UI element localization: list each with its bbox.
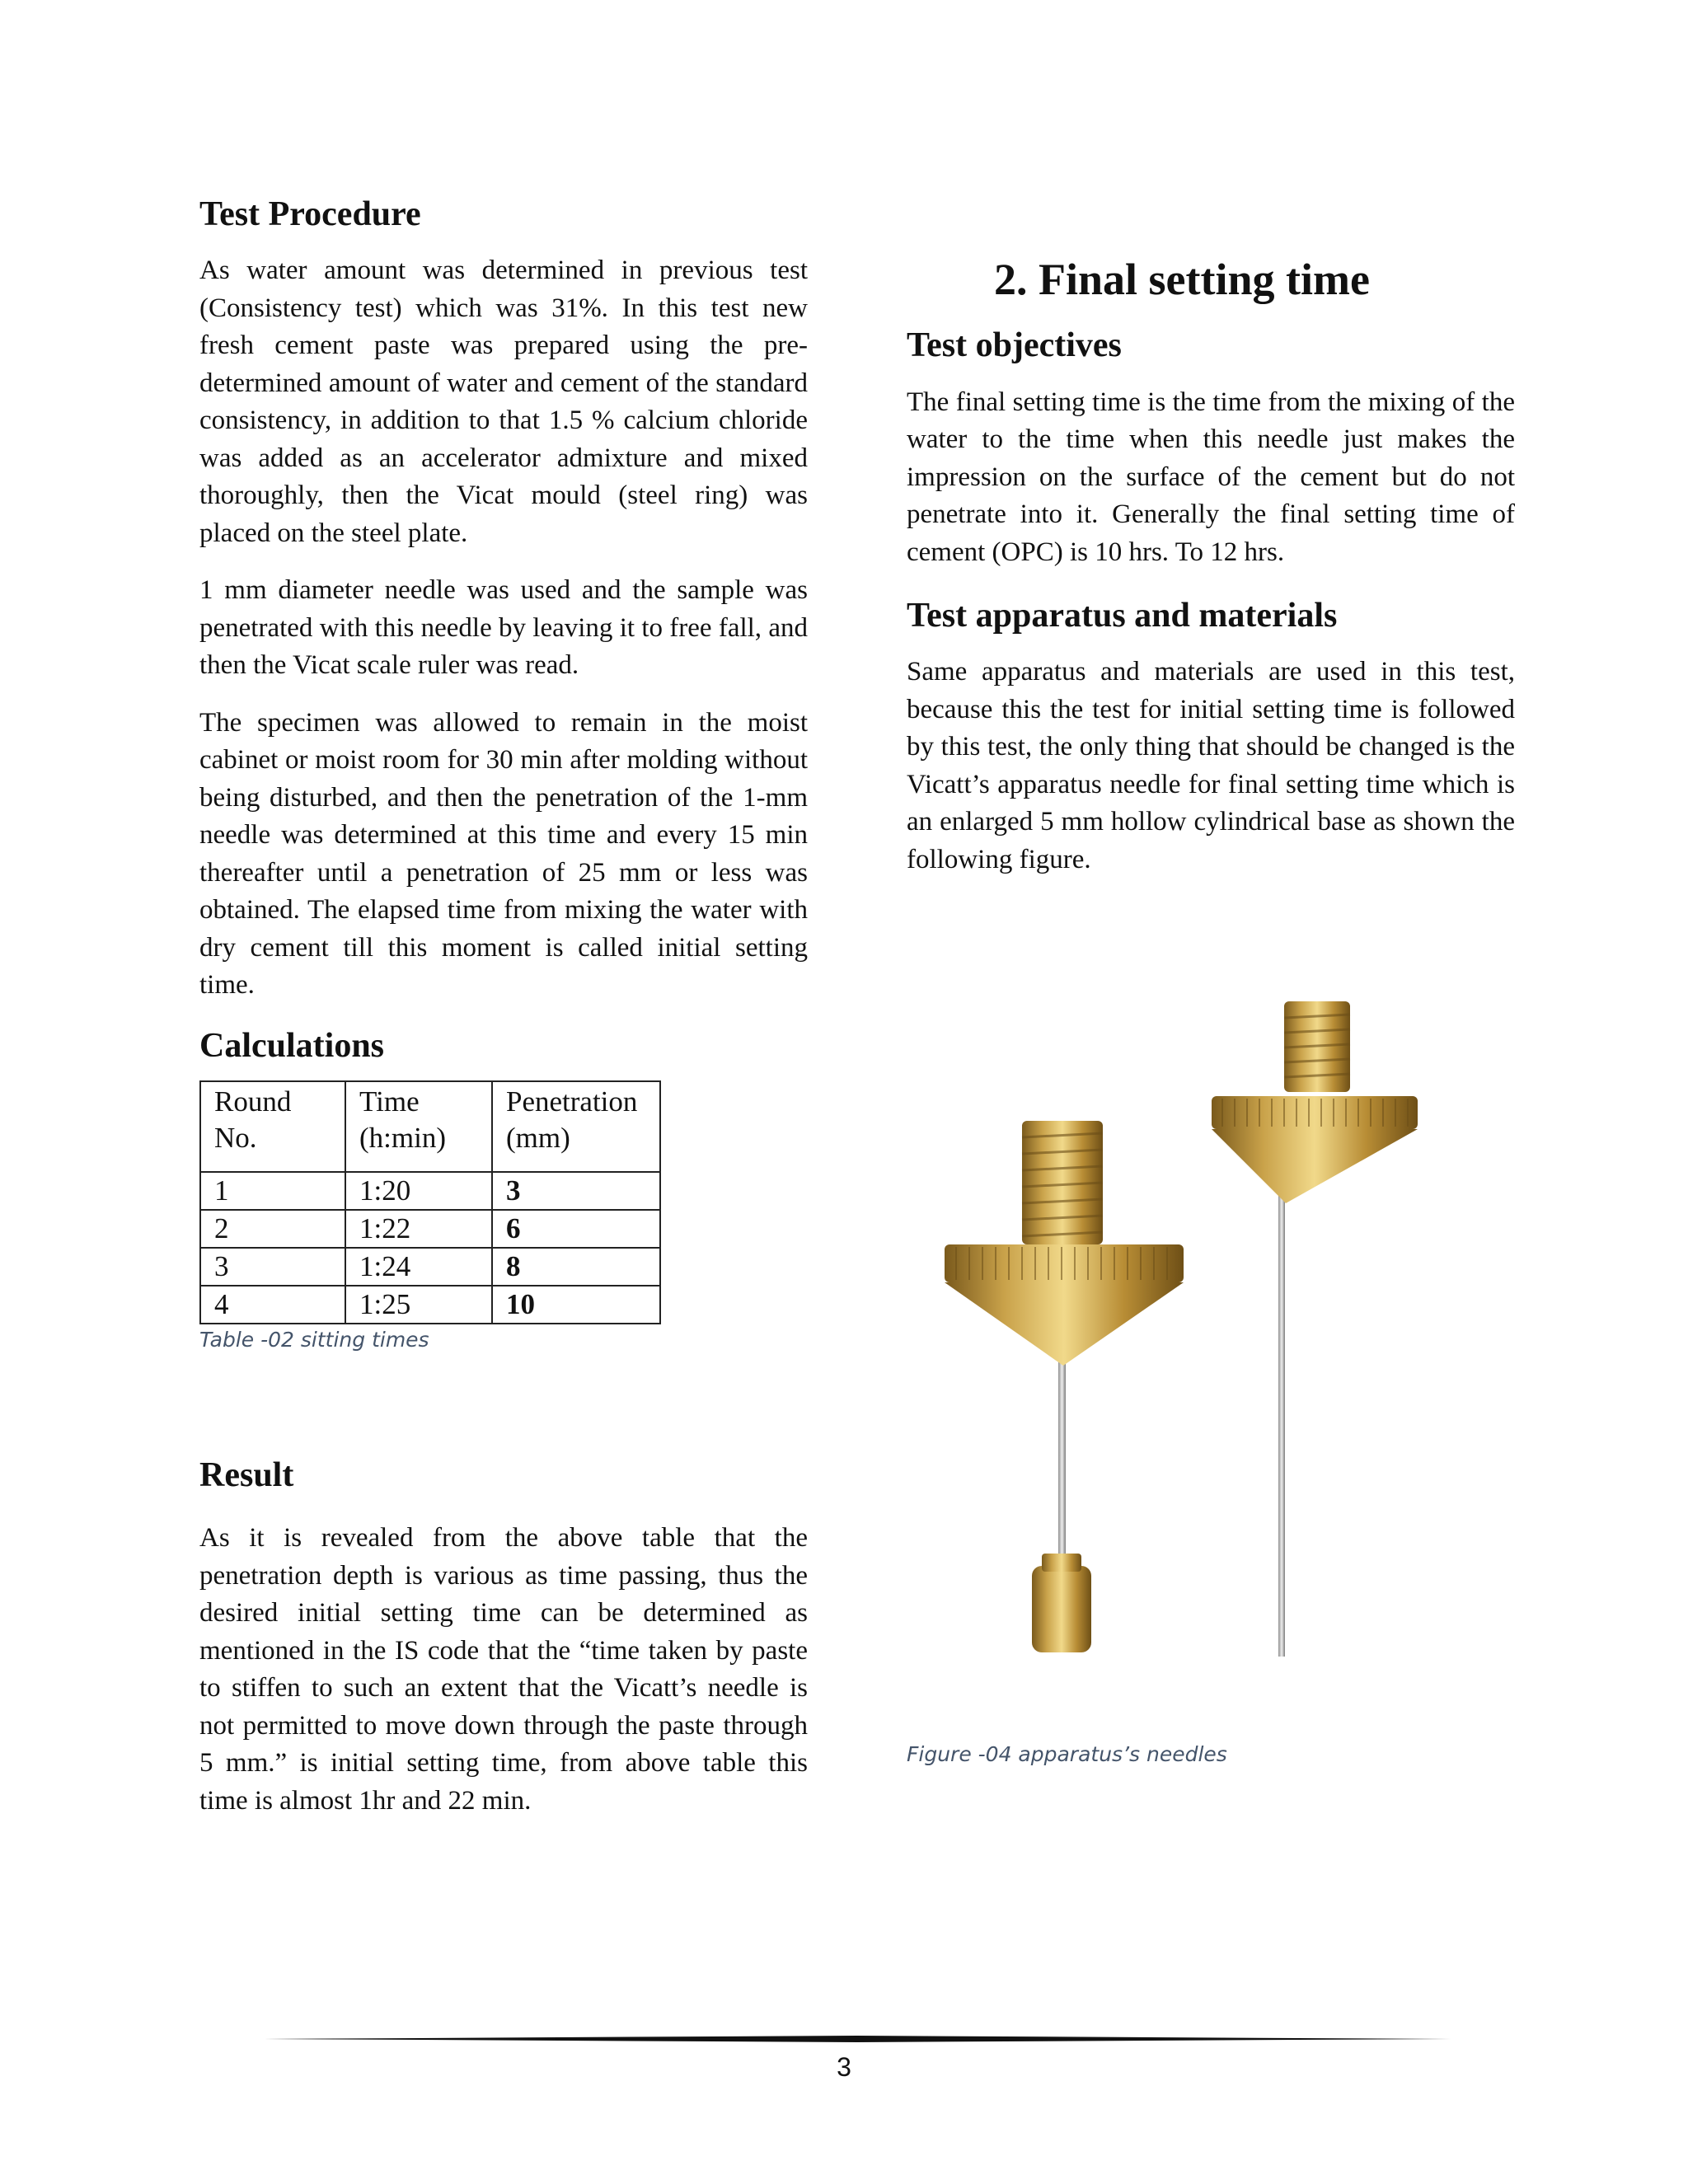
table-cell: 4	[200, 1286, 345, 1324]
procedure-paragraph-1: As water amount was determined in previous test (Consistency test) which was 31%. In this test new fresh cement paste was prepared using the pre-determined amount of water and cement of the standard consistency, in addition to that 1.5 % calcium chloride was added as an accelerator admixture and mixed thoroughly, then the Vicat mould (steel ring) was placed on the steel plate.	[199, 255, 808, 548]
table-cell: 1:20	[345, 1172, 492, 1210]
apparatus-heading: Test apparatus and materials	[907, 597, 1338, 635]
table-caption: Table -02 sitting times	[199, 1328, 429, 1352]
table-cell: 3	[492, 1172, 660, 1210]
table-cell: 1:22	[345, 1210, 492, 1248]
result-paragraph: As it is revealed from the above table that the penetration depth is various as time passing, thus the desired initial setting time can be determined as mentioned in the IS code that the “time taken by paste to stiffen to such an extent that the Vicatt’s needle is not permitted to move down through the paste through 5 mm.” is initial setting time, from above table this time is almost 1hr and 22 min.	[199, 1523, 808, 1816]
table-header-cell: Time (h:min)	[345, 1081, 492, 1172]
table-row	[200, 1210, 660, 1248]
procedure-paragraph-2: 1 mm diameter needle was used and the sample was penetrated with this needle by leaving it to free fall, and then the Vicat scale ruler was read.	[199, 575, 808, 681]
setting-times-table	[199, 1080, 661, 1324]
table-cell: 1:25	[345, 1286, 492, 1324]
figure-caption: Figure -04 apparatus’s needles	[907, 1742, 1227, 1766]
table-cell: 10	[492, 1286, 660, 1324]
left-column	[199, 194, 808, 1840]
objectives-heading: Test objectives	[907, 326, 1122, 365]
table-row	[200, 1172, 660, 1210]
result-heading: Result	[199, 1456, 294, 1495]
vicat-needles-illustration	[905, 985, 1482, 1677]
initial-setting-needle	[945, 1121, 1184, 1652]
table-cell: 6	[492, 1210, 660, 1248]
table-cell: 2	[200, 1210, 345, 1248]
page-number: 3	[837, 2052, 851, 2082]
table-cell: 1:24	[345, 1248, 492, 1286]
final-setting-needle	[1212, 1001, 1418, 1657]
objectives-paragraph: The final setting time is the time from the mixing of the water to the time when this needle just makes the impression on the surface of the cement but do not penetrate into it. Generally the final setting time of cement (OPC) is 10 hrs. To 12 hrs.	[907, 387, 1515, 567]
table-header-cell: Round No.	[200, 1081, 345, 1172]
calculations-heading: Calculations	[199, 1026, 385, 1065]
procedure-heading: Test Procedure	[199, 195, 421, 233]
table-cell: 3	[200, 1248, 345, 1286]
vicat-needles-figure	[905, 985, 1482, 1677]
table-header-row	[200, 1081, 660, 1172]
table-header-cell: Penetration (mm)	[492, 1081, 660, 1172]
table-cell: 1	[200, 1172, 345, 1210]
table-cell: 8	[492, 1248, 660, 1286]
section-title: 2. Final setting time	[994, 255, 1370, 304]
footer-divider	[264, 2036, 1451, 2042]
table-row	[200, 1248, 660, 1286]
apparatus-paragraph: Same apparatus and materials are used in this test, because this the test for initial setting time is followed by this test, the only thing that should be changed is the Vicatt’s apparatus needle for final setting time which is an enlarged 5 mm hollow cylindrical base as shown the following figure.	[907, 657, 1515, 874]
right-column	[907, 255, 1515, 898]
procedure-paragraph-3: The specimen was allowed to remain in the moist cabinet or moist room for 30 min after molding without being disturbed, and then the penetration of the 1-mm needle was determined at this time and every 15 min thereafter until a penetration of 25 mm or less was obtained. The elapsed time from mixing the water with dry cement till this moment is called initial setting time.	[199, 707, 808, 1001]
table-row	[200, 1286, 660, 1324]
